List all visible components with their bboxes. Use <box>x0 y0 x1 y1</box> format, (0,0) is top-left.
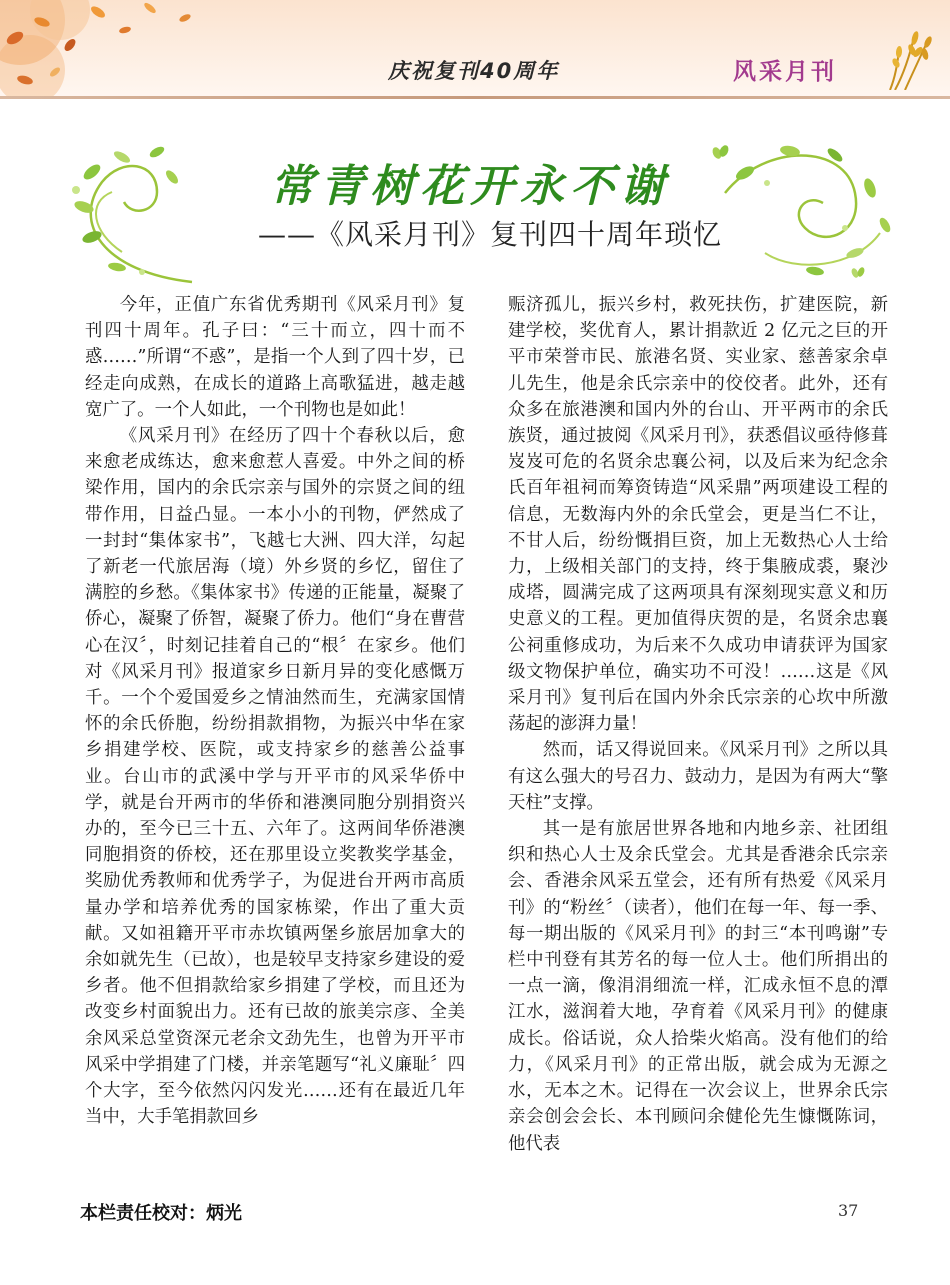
wheat-icon <box>885 28 940 90</box>
page-number: 37 <box>838 1201 859 1220</box>
body-column-left <box>85 292 465 1131</box>
paragraph: 《风采月刊》在经历了四十个春秋以后，愈来愈老成练达，愈来愈惹人喜爱。中外之间的桥梁作用，国内的余氏宗亲与国外的宗贤之间的纽带作用，日益凸显。一本小小的刊物，俨然成了一封封“集体家书”，飞越七大洲、四大洋，勾起了新老一代旅居海（境）外乡贤的乡忆，留住了满腔的乡愁。《集体家书》传递的正能量，凝聚了侨心，凝聚了侨智，凝聚了侨力。他们“身在曹营心在汉〞，时刻记挂着自己的“根〞在家乡。他们对《风采月刊》报道家乡日新月异的变化感慨万千。一个个爱国爱乡之情油然而生，充满家国情怀的余氏侨胞，纷纷捐款捐物，为振兴中华在家乡捐建学校、医院，或支持家乡的慈善公益事业。台山市的武溪中学与开平市的风采华侨中学，就是台开两市的华侨和港澳同胞分别捐资兴办的，至今已三十五、六年了。这两间华侨港澳同胞捐资的侨校，还在那里设立奖教奖学基金，奖励优秀教师和优秀学子，为促进台开两市高质量办学和培养优秀的国家栋梁，作出了重大贡献。又如祖籍开平市赤坎镇两堡乡旅居加拿大的余如就先生（已故），也是较早支持家乡建设的爱乡者。他不但捐款给家乡捐建了学校，而且还为改变乡村面貌出力。还有已故的旅美宗彦、全美余风采总堂资深元老余文劲先生，也曾为开平市风采中学捐建了门楼，并亲笔题写“礼义廉耻〞四个大字，至今依然闪闪发光……还有在最近几年当中，大手笔捐款回乡 <box>85 426 465 1128</box>
header-divider <box>0 96 950 99</box>
footer-proofreader: 本栏责任校对：炳光 <box>80 1203 242 1224</box>
vine-ornament-icon <box>62 132 212 292</box>
vine-ornament-icon <box>705 133 895 288</box>
butterfly-icon <box>850 266 866 279</box>
header-slogan: 庆祝复刊40周年 <box>388 59 560 83</box>
paragraph: 赈济孤儿，振兴乡村，救死扶伤，扩建医院，新建学校，奖优育人，累计捐款近 2 亿元之巨的开平市荣誉市民、旅港名贤、实业家、慈善家余卓儿先生，他是余氏宗亲中的佼佼者。此外，还有众多在旅港澳和国内外的台山、开平两市的余氏族贤，通过披阅《风采月刊》，获悉倡议亟待修葺岌岌可危的名贤余忠襄公祠，以及后来为纪念余氏百年祖祠而筹资铸造“风采鼎”两项建设工程的信息，无数海内外的余氏堂会，更是当仁不让，不甘人后，纷纷慨捐巨资，加上无数热心人士给力，上级相关部门的支持，终于集腋成裘，聚沙成塔，圆满完成了这两项具有深刻现实意义和历史意义的工程。更加值得庆贺的是，名贤余忠襄公祠重修成功，为后来不久成功申请获评为国家级文物保护单位，确实功不可没！……这是《风采月刊》复刊后在国内外余氏宗亲的心坎中所激荡起的澎湃力量！ <box>508 295 888 735</box>
paragraph: 其一是有旅居世界各地和内地乡亲、社团组织和热心人士及余氏堂会。尤其是香港余氏宗亲会、香港余风采五堂会，还有所有热爱《风采月刊》的“粉丝〞（读者），他们在每一年、每一季、每一期出版的《风采月刊》的封三“本刊鸣谢”专栏中刊登有其芳名的每一位人士。他们所捐出的一点一滴，像涓涓细流一样，汇成永恒不息的潭江水，滋润着大地，孕育着《风采月刊》的健康成长。俗话说，众人拾柴火焰高。没有他们的给力，《风采月刊》的正常出版，就会成为无源之水，无本之木。记得在一次会议上，世界余氏宗亲会创会会长、本刊顾问余健伦先生慷慨陈词，他代表 <box>508 819 888 1154</box>
article-subtitle: ——《风采月刊》复刊四十周年琐忆 <box>258 218 723 251</box>
column-name: 风采月刊 <box>733 59 837 85</box>
paragraph: 然而，话又得说回来。《风采月刊》之所以具有这么强大的号召力、鼓动力，是因为有两大“擎天柱”支撑。 <box>508 740 888 813</box>
autumn-leaves-icon <box>0 0 215 98</box>
body-column-right <box>508 292 888 1157</box>
butterfly-icon <box>711 144 730 160</box>
paragraph: 今年，正值广东省优秀期刊《风采月刊》复刊四十周年。孔子曰：“三十而立，四十而不惑……”所谓“不惑”，是指一个人到了四十岁，已经走向成熟，在成长的道路上高歌猛进，越走越宽广了。一个人如此，一个刊物也是如此！ <box>85 295 465 420</box>
article-title: 常青树花开永不谢 <box>270 161 670 212</box>
